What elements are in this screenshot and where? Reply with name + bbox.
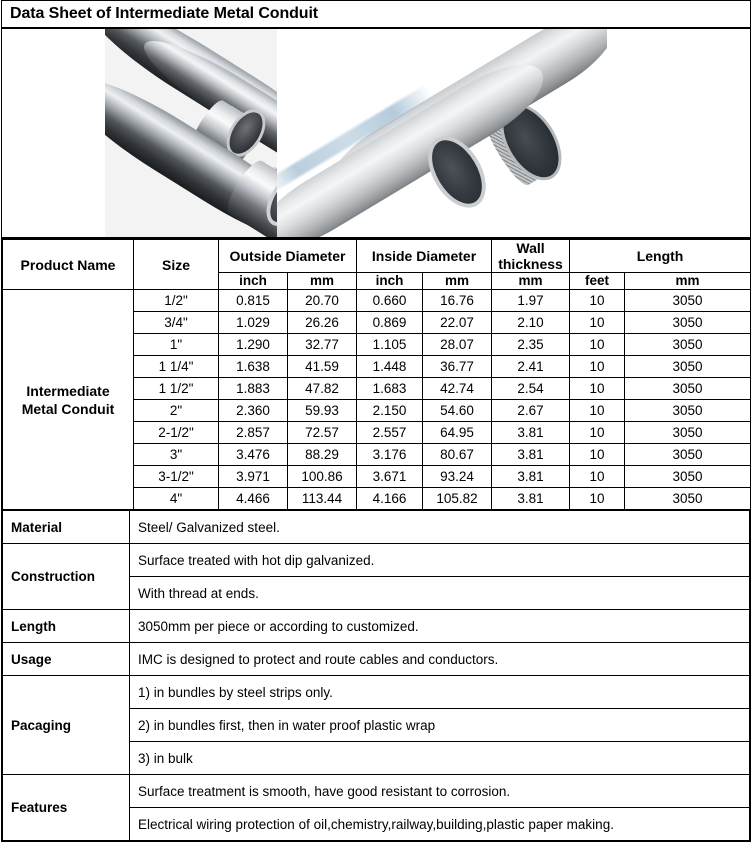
cell-id-mm: 36.77 xyxy=(423,356,492,378)
attribute-value-packaging-3: 3) in bulk xyxy=(130,742,750,775)
cell-od-mm: 59.93 xyxy=(288,400,357,422)
cell-length-feet: 10 xyxy=(570,290,625,312)
cell-od-inch: 4.466 xyxy=(219,488,288,510)
cell-length-feet: 10 xyxy=(570,422,625,444)
cell-wall-mm: 3.81 xyxy=(492,444,570,466)
cell-length-feet: 10 xyxy=(570,444,625,466)
attribute-value-length: 3050mm per piece or according to customized. xyxy=(130,610,750,643)
cell-od-inch: 1.883 xyxy=(219,378,288,400)
product-name-line1: Intermediate xyxy=(26,382,110,399)
cell-wall-mm: 3.81 xyxy=(492,488,570,510)
attribute-label-packaging: Pacaging xyxy=(3,676,130,775)
cell-od-mm: 41.59 xyxy=(288,356,357,378)
cell-length-mm: 3050 xyxy=(625,290,751,312)
cell-id-inch: 4.166 xyxy=(357,488,423,510)
unit-header-od-inch: inch xyxy=(219,273,288,290)
cell-length-mm: 3050 xyxy=(625,400,751,422)
col-header-product-name: Product Name xyxy=(3,240,134,290)
cell-id-mm: 93.24 xyxy=(423,466,492,488)
cell-od-inch: 3.971 xyxy=(219,466,288,488)
cell-wall-mm: 3.81 xyxy=(492,466,570,488)
cell-id-inch: 1.683 xyxy=(357,378,423,400)
cell-wall-mm: 2.54 xyxy=(492,378,570,400)
page-title: Data Sheet of Intermediate Metal Conduit xyxy=(10,5,319,22)
cell-wall-mm: 2.35 xyxy=(492,334,570,356)
cell-length-mm: 3050 xyxy=(625,422,751,444)
cell-id-inch: 0.660 xyxy=(357,290,423,312)
product-name-cell xyxy=(3,290,134,510)
unit-header-id-inch: inch xyxy=(357,273,423,290)
cell-od-mm: 100.86 xyxy=(288,466,357,488)
attribute-row-usage xyxy=(3,643,750,676)
cell-wall-mm: 3.81 xyxy=(492,422,570,444)
cell-length-feet: 10 xyxy=(570,466,625,488)
cell-id-inch: 1.105 xyxy=(357,334,423,356)
attribute-value-construction-2: With thread at ends. xyxy=(130,577,750,610)
attribute-row-construction xyxy=(3,544,750,577)
cell-od-inch: 0.815 xyxy=(219,290,288,312)
cell-od-mm: 88.29 xyxy=(288,444,357,466)
cell-id-mm: 105.82 xyxy=(423,488,492,510)
cell-id-inch: 2.150 xyxy=(357,400,423,422)
cell-wall-mm: 2.67 xyxy=(492,400,570,422)
spec-header-row-main xyxy=(3,240,751,273)
attribute-row-packaging xyxy=(3,676,750,709)
cell-od-mm: 26.26 xyxy=(288,312,357,334)
cell-od-mm: 47.82 xyxy=(288,378,357,400)
col-header-size: Size xyxy=(134,240,219,290)
cell-length-mm: 3050 xyxy=(625,378,751,400)
attribute-label-material: Material xyxy=(3,511,130,544)
cell-size: 1" xyxy=(134,334,219,356)
attribute-value-packaging-1: 1) in bundles by steel strips only. xyxy=(130,676,750,709)
cell-length-feet: 10 xyxy=(570,356,625,378)
attribute-value-material: Steel/ Galvanized steel. xyxy=(130,511,750,544)
cell-id-mm: 54.60 xyxy=(423,400,492,422)
attribute-row-material xyxy=(3,511,750,544)
cell-size: 2-1/2" xyxy=(134,422,219,444)
cell-size: 1/2" xyxy=(134,290,219,312)
product-name-line2: Metal Conduit xyxy=(21,400,115,417)
cell-od-mm: 32.77 xyxy=(288,334,357,356)
cell-size: 2" xyxy=(134,400,219,422)
cell-size: 4" xyxy=(134,488,219,510)
cell-wall-mm: 2.41 xyxy=(492,356,570,378)
spec-table-body xyxy=(3,290,751,510)
cell-length-mm: 3050 xyxy=(625,444,751,466)
cell-length-feet: 10 xyxy=(570,312,625,334)
cell-length-mm: 3050 xyxy=(625,356,751,378)
attribute-label-length: Length xyxy=(3,610,130,643)
col-header-outside-diameter: Outside Diameter xyxy=(219,240,357,273)
col-header-wall-thickness xyxy=(492,240,570,273)
cell-od-inch: 1.029 xyxy=(219,312,288,334)
specification-table xyxy=(2,239,751,510)
cell-id-inch: 2.557 xyxy=(357,422,423,444)
cell-od-inch: 1.290 xyxy=(219,334,288,356)
table-row xyxy=(3,290,751,312)
attribute-value-packaging-2: 2) in bundles first, then in water proof plastic wrap xyxy=(130,709,750,742)
cell-length-mm: 3050 xyxy=(625,334,751,356)
attribute-value-construction-1: Surface treated with hot dip galvanized. xyxy=(130,544,750,577)
attribute-label-usage: Usage xyxy=(3,643,130,676)
cell-od-mm: 113.44 xyxy=(288,488,357,510)
cell-id-mm: 16.76 xyxy=(423,290,492,312)
unit-header-id-mm: mm xyxy=(423,273,492,290)
cell-size: 3" xyxy=(134,444,219,466)
attribute-value-features-1: Surface treatment is smooth, have good resistant to corrosion. xyxy=(130,775,750,808)
cell-length-mm: 3050 xyxy=(625,466,751,488)
cell-od-mm: 72.57 xyxy=(288,422,357,444)
product-photo-left xyxy=(105,29,277,237)
cell-id-inch: 0.869 xyxy=(357,312,423,334)
cell-id-mm: 42.74 xyxy=(423,378,492,400)
attribute-label-features: Features xyxy=(3,775,130,841)
cell-od-inch: 2.857 xyxy=(219,422,288,444)
cell-length-feet: 10 xyxy=(570,488,625,510)
cell-od-inch: 1.638 xyxy=(219,356,288,378)
attribute-row-features xyxy=(3,775,750,808)
attribute-row-length xyxy=(3,610,750,643)
product-attributes-table xyxy=(2,510,750,841)
unit-header-od-mm: mm xyxy=(288,273,357,290)
cell-size: 3-1/2" xyxy=(134,466,219,488)
cell-length-feet: 10 xyxy=(570,400,625,422)
cell-id-inch: 1.448 xyxy=(357,356,423,378)
cell-id-inch: 3.671 xyxy=(357,466,423,488)
cell-id-mm: 64.95 xyxy=(423,422,492,444)
sheet-title-bar xyxy=(2,1,750,29)
wall-thickness-line2: thickness xyxy=(498,256,563,272)
cell-id-inch: 3.176 xyxy=(357,444,423,466)
data-sheet xyxy=(1,0,751,842)
cell-od-inch: 3.476 xyxy=(219,444,288,466)
cell-od-inch: 2.360 xyxy=(219,400,288,422)
cell-id-mm: 28.07 xyxy=(423,334,492,356)
cell-size: 3/4" xyxy=(134,312,219,334)
cell-wall-mm: 2.10 xyxy=(492,312,570,334)
attribute-label-construction: Construction xyxy=(3,544,130,610)
product-photo-right xyxy=(277,29,607,237)
attribute-value-usage: IMC is designed to protect and route cables and conductors. xyxy=(130,643,750,676)
cell-length-mm: 3050 xyxy=(625,312,751,334)
col-header-inside-diameter: Inside Diameter xyxy=(357,240,492,273)
cell-size: 1 1/4" xyxy=(134,356,219,378)
cell-id-mm: 22.07 xyxy=(423,312,492,334)
unit-header-length-mm: mm xyxy=(625,273,751,290)
product-photo-band xyxy=(2,29,750,239)
wall-thickness-line1: Wall xyxy=(516,240,545,256)
col-header-length: Length xyxy=(570,240,751,273)
cell-wall-mm: 1.97 xyxy=(492,290,570,312)
cell-id-mm: 80.67 xyxy=(423,444,492,466)
attribute-value-features-2: Electrical wiring protection of oil,chemistry,railway,building,plastic paper making. xyxy=(130,808,750,841)
cell-size: 1 1/2" xyxy=(134,378,219,400)
unit-header-length-feet: feet xyxy=(570,273,625,290)
unit-header-wall-mm: mm xyxy=(492,273,570,290)
cell-length-feet: 10 xyxy=(570,334,625,356)
cell-length-feet: 10 xyxy=(570,378,625,400)
cell-od-mm: 20.70 xyxy=(288,290,357,312)
cell-length-mm: 3050 xyxy=(625,488,751,510)
